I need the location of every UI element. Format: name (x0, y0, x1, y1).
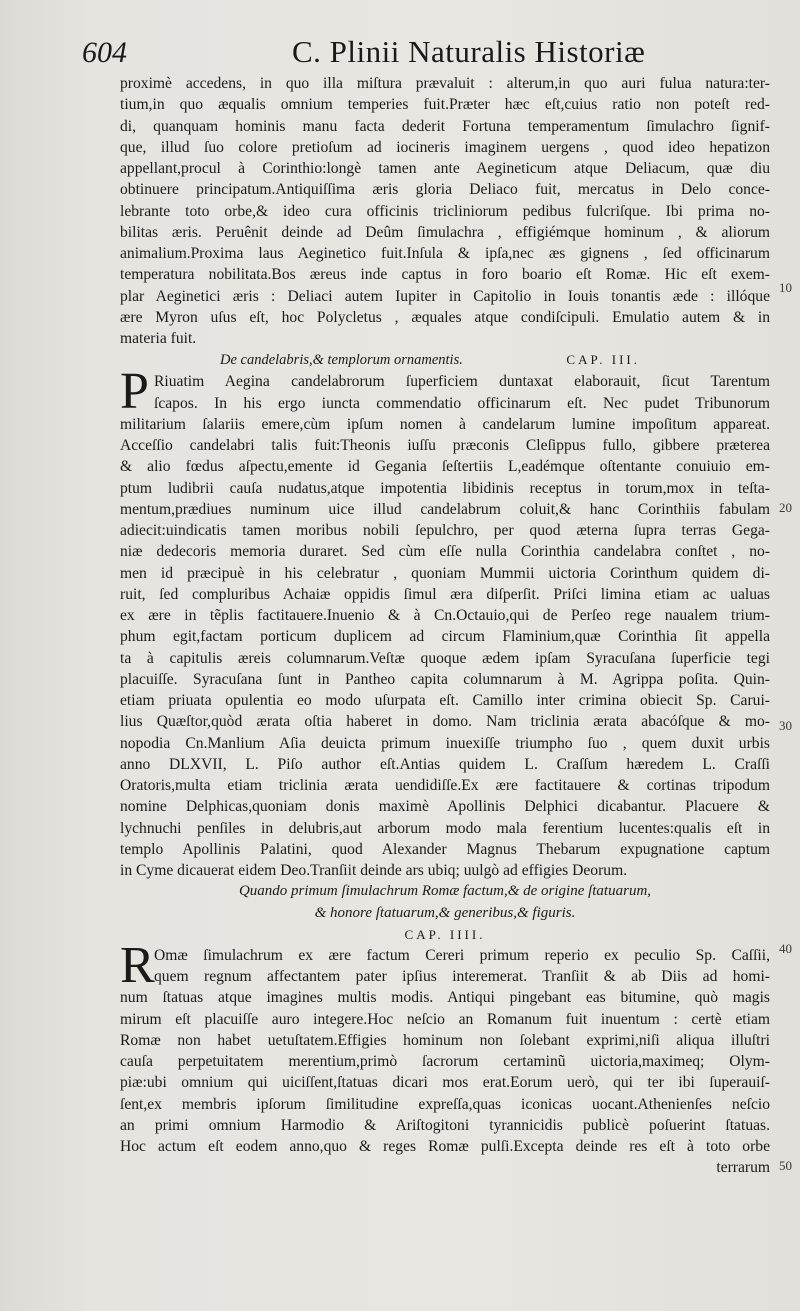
text-line: ſcapos. In his ergo iuncta commendatio officinarum eſt. Nec pudet Tribunorum (154, 394, 770, 412)
text-line: Hoc actum eſt eodem anno,quo & reges Romæ pulſi.Excepta deinde res eſt à toto orbe (120, 1138, 770, 1155)
drop-cap: P (120, 363, 149, 421)
drop-cap: R (120, 936, 155, 994)
margin-line-number: 10 (779, 280, 792, 295)
text-line: ptum ludibrii cauſa nudatus,atque impotentia libidinis receptus in torum,mox in teſta- (120, 479, 770, 497)
text-line: Riuatim Aegina candelabrorum ſuperficiem duntaxat elaborauit, ſicut Tarentum (154, 373, 770, 391)
text-line: lychnuchi penſiles in delubris,aut arborum modo mala ferentium lucentes:qualis eſt in (120, 819, 770, 837)
text-line: tium,in quo æqualis omnium temperies fuit.Præter hæc eſt,cuius ratio non poteſt red- (120, 96, 770, 114)
text-line: obtinuere principatum.Antiquiſſima æris gloria Deliaco fuit, mercatus in Delo conce- (120, 181, 770, 199)
margin-line-number: 30 (779, 718, 792, 733)
text-line: placuiſſe. Syracuſana ſunt in Pantheo capita columnarum à M. Agrippa poſita. Quin- (120, 670, 770, 688)
text-line: an primi omnium Harmodio & Ariſtogitoni tyrannicidis publicè poſuerint ſtatuas. (120, 1116, 770, 1134)
margin-line-number: 40 (779, 941, 792, 956)
body-text (120, 73, 770, 1179)
text-line: ex ære in tẽplis factitauere.Inuenio & à Cn.Octauio,qui de Perſeo rege naualem trium- (120, 607, 770, 624)
text-line: anno DLXVII, L. Piſo author eſt.Antias quidem L. Craſſum hæredem L. Craſſi (120, 755, 770, 773)
page-number: 604 (82, 36, 127, 69)
chapter-title-line: & honore ſtatuarum,& generibus,& figuris. (314, 904, 576, 921)
text-line: mentum,prædiues numinum uice illud candelabrum coluit,& hanc Corinthiis fabulam (120, 500, 770, 518)
text-line: temperatura nobilitata.Bos æreus inde captus in foro boario eſt Romæ. Hic eſt exem- (120, 266, 770, 284)
text-line: nopodia Cn.Manlium Aſia deuicta primum inuexiſſe triumpho ſuo , quem duxit urbis (120, 734, 770, 752)
text-line: men id præcipuè in his celebratur , quoniam Mummii uictoria Corinthum quidem di- (120, 564, 770, 582)
chapter-label: CAP. IIII. (404, 926, 486, 942)
text-line: lebrante toto orbe,& ideo cura officinis tricliniorum pedibus fulcriſque. Ibi prima no- (120, 202, 770, 220)
text-line: & alio fœdus aſpectu,emente id Gegania ſeſtertiis L,eadémque oſtentante conuiuio em- (120, 458, 770, 476)
chapter-label: CAP. III. (566, 352, 640, 368)
text-line: Oratoris,multa etiam triclinia ærata uendidiſſe.Ex ære factitauere & cortinas tripodum (120, 777, 770, 794)
margin-line-number: 20 (779, 500, 792, 515)
text-line: animalium.Proxima laus Aeginetico fuit.Inſula & ipſa,nec æs gignens , ſed officinarum (120, 245, 770, 262)
text-line: Omæ ſimulachrum ex ære factum Cereri primum reperio ex peculio Sp. Caſſii, (154, 946, 770, 964)
margin-line-number: 50 (779, 1158, 792, 1173)
text-line: que, illud ſuo colore pretioſum ad iocineris imaginem uergens , quod ideo hepatizon (120, 138, 770, 156)
chapter-title-line: Quando primum ſimulachrum Romæ factum,& de origine ſtatuarum, (238, 883, 652, 900)
text-line: Acceſſio candelabri talis fuit:Theonis iuſſu præconis Cleſippus fullo, gibbere præterea (120, 437, 770, 454)
catchword: terrarum (716, 1159, 770, 1177)
text-line: nomine Delphicas,quoniam donis maximè Apollinis Delphici dicabantur. Placuere & (120, 798, 770, 816)
text-line: di, quanquam hominis manu facta dederit Fortuna temperamentum ſimulachro ſignif- (120, 117, 770, 135)
text-line: mirum eſt placuiſſe auro integere.Hoc neſcio an Romanum fuit inuentum : certè etiam (120, 1010, 770, 1028)
chapter-4-text (120, 936, 770, 1179)
text-line: lius Quæſtor,quòd ærata oſtia haberet in domo. Nam triclinia ærata abacóſque & mo- (120, 713, 770, 731)
chapter-heading-3 (120, 349, 770, 371)
chapter-3-text (120, 363, 770, 881)
text-line: materia fuit. (120, 330, 197, 347)
text-line: ſent,ex membris ipſorum ſimilitudine expreſſa,quas iconicas uocant.Athenienſes neſcio (120, 1095, 770, 1113)
text-line: templo Apollinis Palatini, quod Alexander Magnus Thebarum expugnatione captum (120, 840, 770, 858)
text-line: plar Aeginetici æris : Deliaci autem Iupiter in Capitolio in Iouis tonantis æde : illóque (120, 287, 770, 305)
text-line: in Cyme dicauerat eidem Deo.Tranſiit deinde ars ubiq; uulgò ad effigies Deorum. (120, 862, 628, 879)
text-line: Romæ non habet uetuſtatem.Effigies hominum non ſolebant exprimi,niſi aliqua illuſtri (120, 1031, 770, 1049)
text-line: quem regnum affectantem pater ipſius interemerat. Tranſiit & ab Diis ad homi- (154, 968, 770, 985)
text-line: proximè accedens, in quo illa miſtura prævaluit : alterum,in quo auri fulua natura:ter- (120, 75, 770, 92)
text-line: ære Myron uſus eſt, hoc Polycletus , æquales atque condiſcipuli. Emulatio autem & in (120, 308, 770, 326)
text-line: adiecit:uindicatis tamen moribus nobili ſepulchro, per quod æterna ſupra terras Gega- (120, 522, 770, 539)
text-line: cauſa perpetuitatem merentium,primò ſacrorum certaminũ uictoria,maximeq; Olym- (120, 1053, 770, 1070)
text-line: niæ dedecoris memoria duraret. Sed cùm eſſe nulla Corinthia candelabra conſtet , no- (120, 543, 770, 561)
chapter-heading-4 (120, 881, 770, 945)
text-line: phum egit,factam porticum duplicem ad circum Flaminium,quæ Corinthia ſit appella (120, 628, 770, 646)
paragraph-block-1 (120, 73, 770, 349)
page-header (82, 30, 722, 76)
text-line: ruit, ſed compluribus Achaiæ oppidis ſimul æra diſperſit. Priſci limina etiam ac ualuas (120, 585, 770, 603)
text-line: num ſtatuas atque imagines multis modis. Antiqui pingebant eas bitumine, quò magis (120, 989, 770, 1007)
text-line: militarium ſalariis emere,cùm ipſum nomen à candelarum lumine impoſitum appareat. (120, 415, 770, 433)
text-line: bilitas æris. Peruênit deinde ad Deûm ſimulachra , effigiémque hominum , & aliorum (120, 223, 770, 241)
running-title: C. Plinii Naturalis Historiæ (292, 34, 646, 69)
text-line: piæ:ubi omnium qui uiciſſent,ſtatuas dicari mos erat.Eorum uerò, qui ter ibi ſuperauiſ- (120, 1074, 770, 1092)
text-line: appellant,procul à Corinthio:longè tamen ante Aegineticum atque Deliacum, quæ diu (120, 160, 770, 177)
text-line: ta à capitulis æreis columnarum.Veſtæ quoque ædem ipſam Syracuſana ſuperficie tegi (120, 649, 770, 667)
text-line: etiam priuata opulentia eo modo uſurpata eſt. Camillo inter crimina obiecit Sp. Carui- (120, 692, 770, 709)
chapter-title: De candelabris,& templorum ornamentis. (220, 352, 463, 369)
